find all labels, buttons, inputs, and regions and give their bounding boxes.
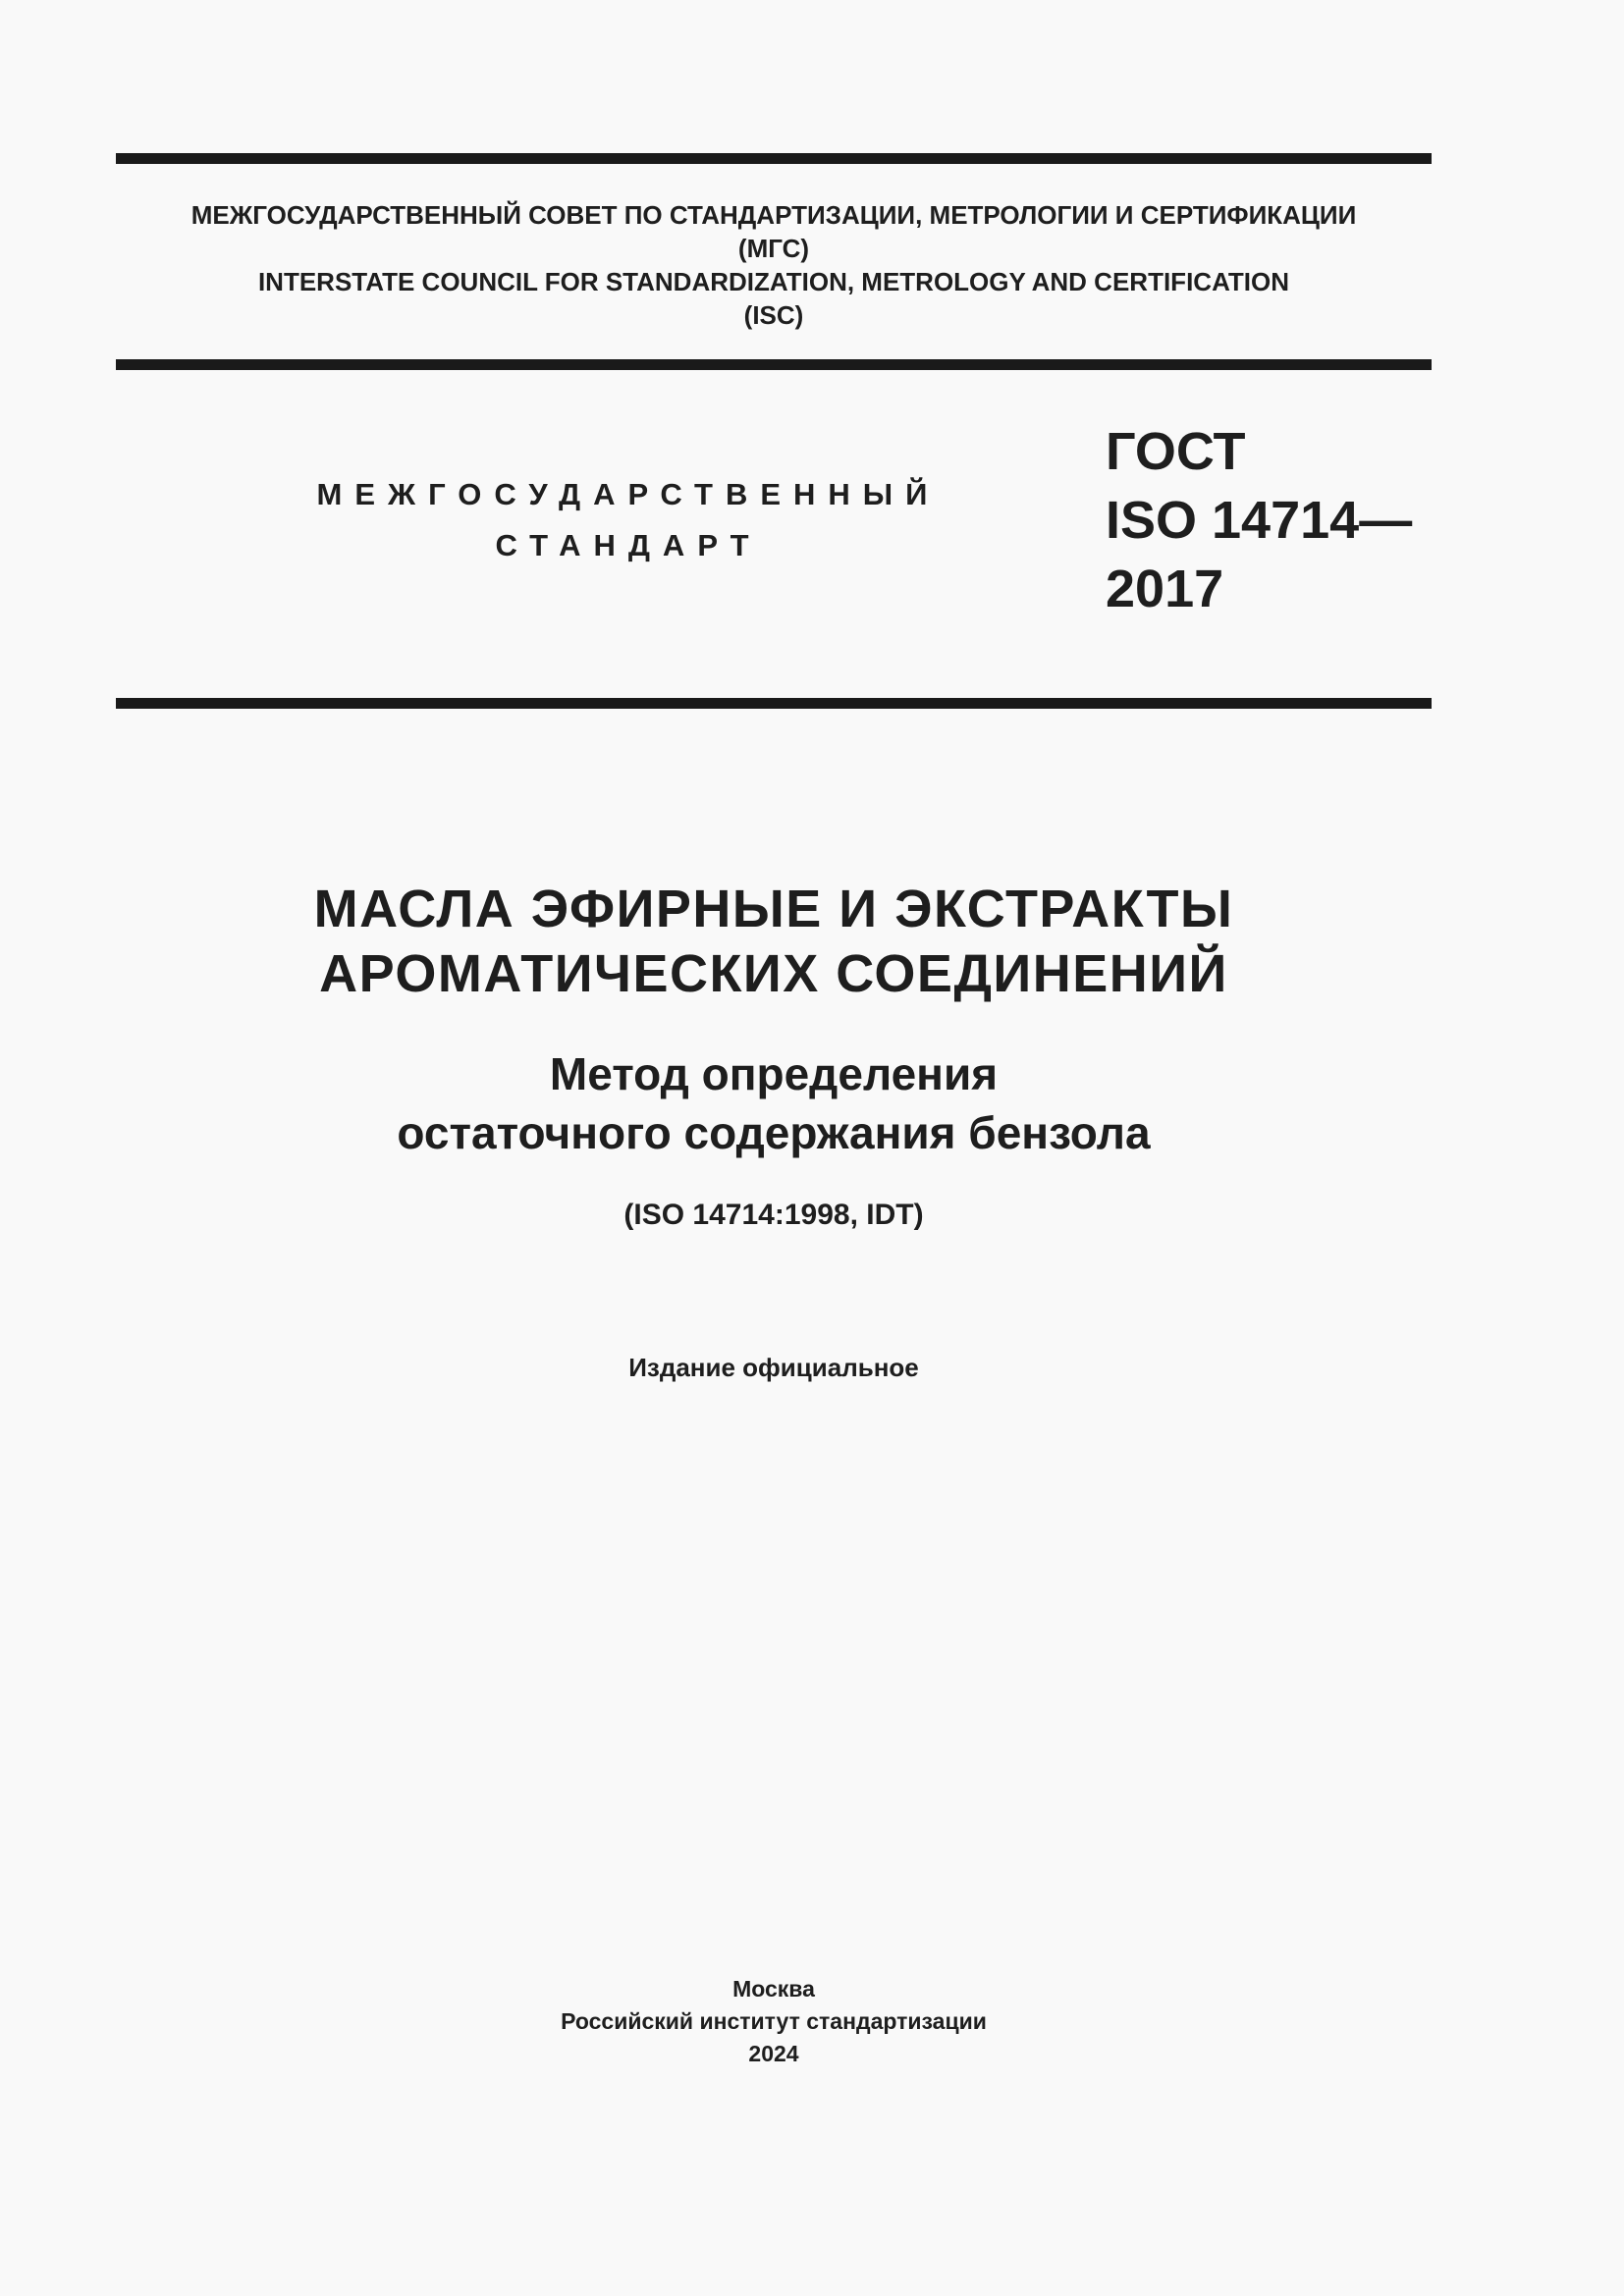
document-title [116,877,1432,1006]
title-line1: МАСЛА ЭФИРНЫЕ И ЭКСТРАКТЫ [313,880,1234,938]
designation-year: 2017 [1106,560,1224,618]
header-bottom-rule [116,359,1432,370]
council-header [116,198,1432,332]
iso-reference: (ISO 14714:1998, IDT) [623,1199,924,1231]
council-name-en: INTERSTATE COUNCIL FOR STANDARDIZATION, METROLOGY AND CERTIFICATION [257,267,1290,296]
standard-kind [295,469,962,571]
standard-kind-line2: СТАНДАРТ [495,528,762,562]
imprint-year: 2024 [748,2041,799,2066]
council-abbr-ru: (МГС) [737,234,810,263]
edition-note: Издание официальное [628,1353,919,1382]
document-subtitle [116,1044,1432,1162]
designation-gost: ГОСТ [1106,422,1246,481]
council-name-ru: МЕЖГОСУДАРСТВЕННЫЙ СОВЕТ ПО СТАНДАРТИЗАЦИИ, МЕТРОЛОГИИ И СЕРТИФИКАЦИИ [190,200,1357,230]
title-line2: АРОМАТИЧЕСКИХ СОЕДИНЕНИЙ [319,944,1228,1003]
designation-bottom-rule [116,698,1432,709]
imprint [116,1973,1432,2070]
standard-kind-line1: МЕЖГОСУДАРСТВЕННЫЙ [316,477,941,511]
imprint-publisher: Российский институт стандартизации [561,2008,987,2034]
imprint-city: Москва [732,1976,815,2002]
subtitle-line2: остаточного содержания бензола [397,1107,1151,1158]
top-rule [116,153,1432,164]
council-abbr-en: (ISC) [743,300,804,330]
standard-designation [1106,417,1412,623]
subtitle-line1: Метод определения [549,1048,999,1099]
designation-number: ISO 14714— [1106,491,1413,550]
